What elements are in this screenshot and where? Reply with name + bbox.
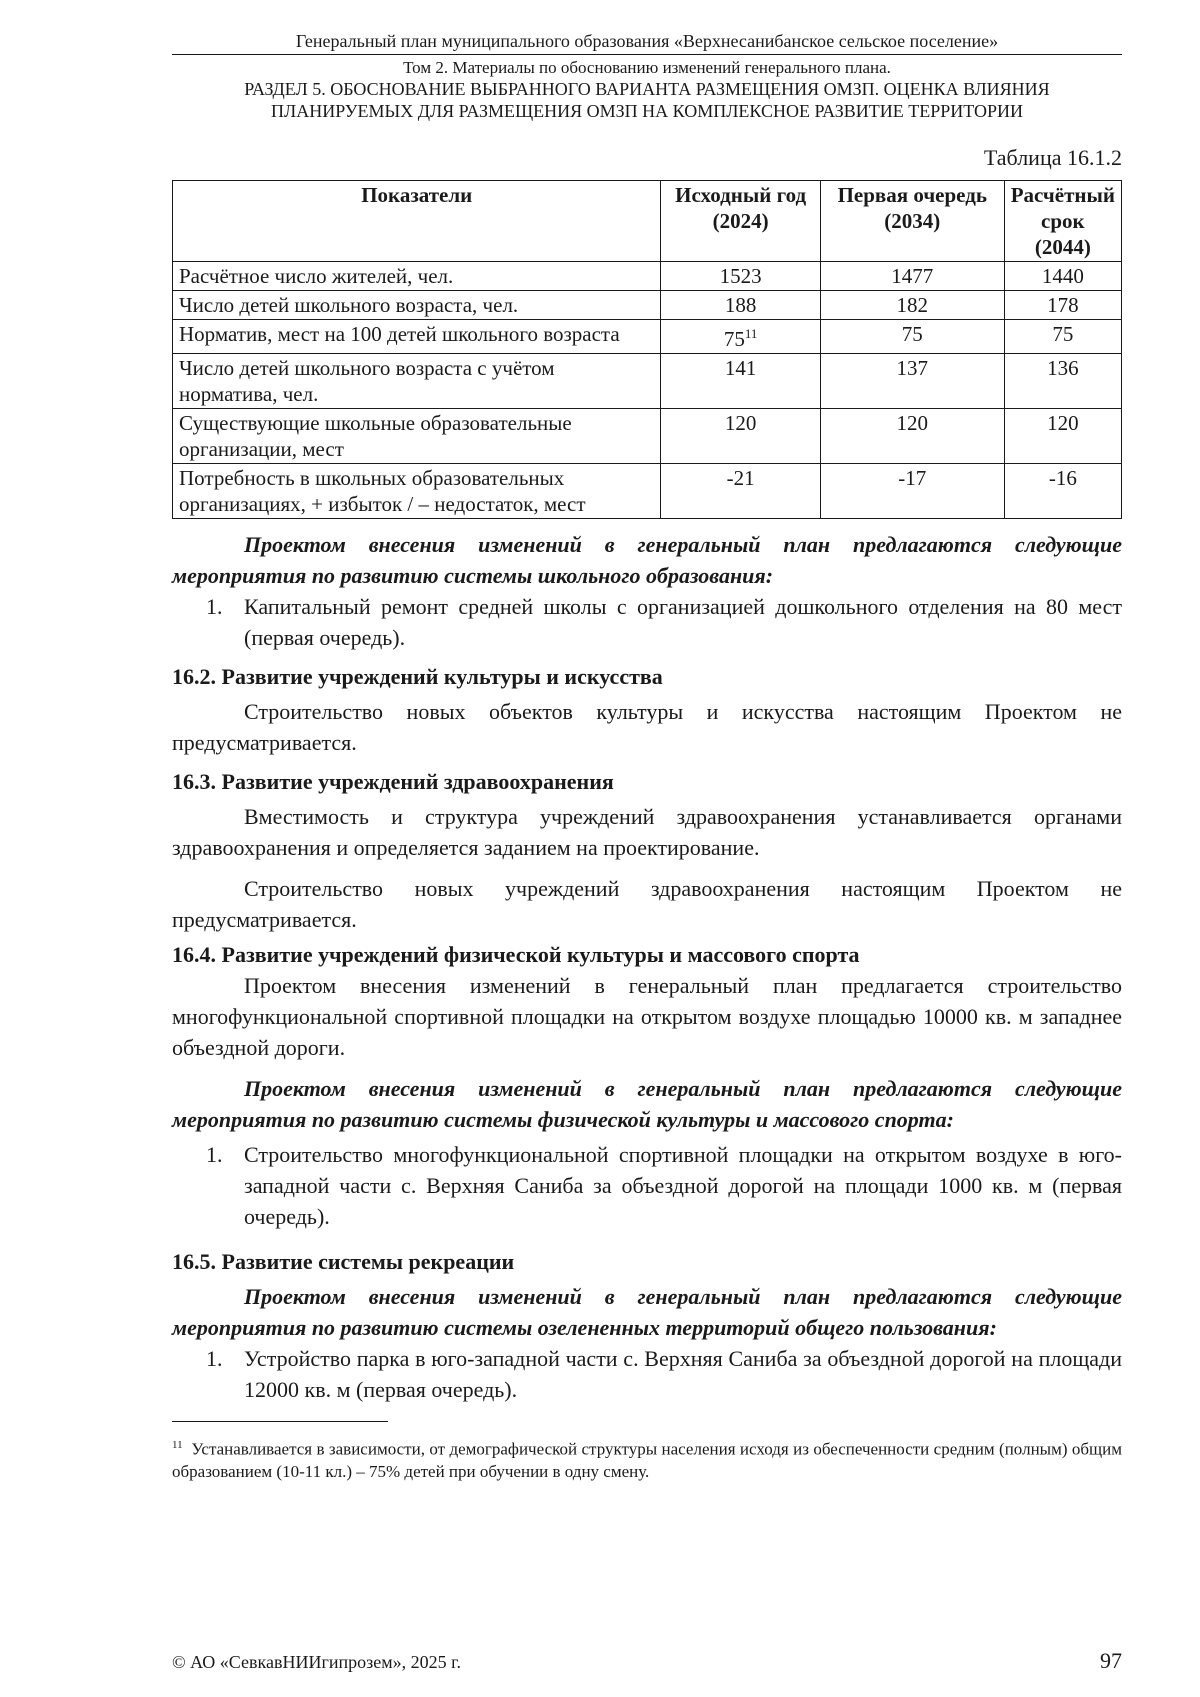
- footnote: [172, 1434, 1122, 1483]
- page-footer: [172, 1648, 1122, 1674]
- column-header: Первая очередь (2034): [820, 181, 1004, 262]
- section-heading-16-3: 16.3. Развитие учреждений здравоохранения: [172, 769, 614, 794]
- column-header: Расчётный срок (2044): [1004, 181, 1121, 262]
- list-item: [172, 1139, 1122, 1232]
- cell-value: 137: [820, 354, 1004, 409]
- list-number: 1.: [206, 1346, 223, 1371]
- paragraph: Проектом внесения изменений в генеральный план предлагается строительство многофункциональной спортивной площадки на открытом воздухе площадью 10000 кв. м западнее объездной дороги.: [172, 973, 1122, 1060]
- list-number: 1.: [206, 1142, 223, 1167]
- row-label: Потребность в школьных образовательных организациях, + избыток / – недостаток, мест: [173, 464, 661, 519]
- table-header-row: [173, 181, 1122, 262]
- row-label: Норматив, мест на 100 детей школьного возраста: [173, 320, 661, 354]
- footnote-text: Устанавливается в зависимости, от демографической структуры населения исходя из обеспеченности средним (полным) общим образованием (10-11 кл.) – 75% детей при обучении в одну смену.: [172, 1439, 1123, 1481]
- running-header-volume: Том 2. Материалы по обоснованию изменений генерального плана.: [403, 58, 891, 77]
- running-header-section-line2: ПЛАНИРУЕМЫХ ДЛЯ РАЗМЕЩЕНИЯ ОМЗП НА КОМПЛЕКСНОЕ РАЗВИТИЕ ТЕРРИТОРИИ: [270, 101, 1024, 121]
- cell-value: 141: [661, 354, 820, 409]
- recreation-measures-intro: Проектом внесения изменений в генеральный план предлагаются следующие мероприятия по развитию системы озелененных территорий общего пользования:: [172, 1284, 1122, 1340]
- list-item: [172, 591, 1122, 653]
- table-row: [173, 262, 1122, 291]
- cell-value: -16: [1004, 464, 1121, 519]
- row-label: Расчётное число жителей, чел.: [173, 262, 661, 291]
- table-caption: Таблица 16.1.2: [983, 145, 1122, 170]
- paragraph: Строительство новых учреждений здравоохранения настоящим Проектом не предусматривается.: [172, 876, 1122, 932]
- cell-value: 75: [820, 320, 1004, 354]
- header-divider: [172, 54, 1122, 55]
- cell-value: 1523: [661, 262, 820, 291]
- section-heading-16-4: 16.4. Развитие учреждений физической культуры и массового спорта: [172, 942, 860, 967]
- cell-value: 120: [1004, 409, 1121, 464]
- page-number: 97: [1100, 1648, 1122, 1673]
- running-header-title: Генеральный план муниципального образования «Верхнесанибанское сельское поселение»: [295, 31, 999, 51]
- row-label: Существующие школьные образовательные организации, мест: [173, 409, 661, 464]
- copyright: © АО «СевкавНИИгипрозем», 2025 г.: [172, 1652, 461, 1672]
- footnote-reference[interactable]: 11: [744, 326, 758, 341]
- cell-value: -17: [820, 464, 1004, 519]
- cell-value: 120: [820, 409, 1004, 464]
- document-page: [172, 30, 1122, 1483]
- section-heading-16-2: 16.2. Развитие учреждений культуры и искусства: [172, 664, 663, 689]
- cell-value: [661, 320, 820, 354]
- cell-value: 136: [1004, 354, 1121, 409]
- list-item: [172, 1343, 1122, 1405]
- cell-value: 75: [1004, 320, 1121, 354]
- row-label: Число детей школьного возраста, чел.: [173, 291, 661, 320]
- table-row: [173, 464, 1122, 519]
- table-row: [173, 409, 1122, 464]
- row-label: Число детей школьного возраста с учётом норматива, чел.: [173, 354, 661, 409]
- cell-value: 1440: [1004, 262, 1121, 291]
- column-header: Исходный год (2024): [661, 181, 820, 262]
- list-item-text: Устройство парка в юго-западной части с. Верхняя Саниба за объездной дорогой на площади 12000 кв. м (первая очередь).: [244, 1346, 1122, 1402]
- paragraph: Строительство новых объектов культуры и искусства настоящим Проектом не предусматривается.: [172, 699, 1122, 755]
- indicators-table: [172, 180, 1122, 519]
- cell-value: 1477: [820, 262, 1004, 291]
- cell-value: 188: [661, 291, 820, 320]
- school-measures-intro: Проектом внесения изменений в генеральный план предлагаются следующие мероприятия по развитию системы школьного образования:: [172, 532, 1122, 588]
- table-row: [173, 354, 1122, 409]
- paragraph: Вместимость и структура учреждений здравоохранения устанавливается органами здравоохранения и определяется заданием на проектирование.: [172, 804, 1122, 860]
- list-item-text: Капитальный ремонт средней школы с организацией дошкольного отделения на 80 мест (первая очередь).: [244, 594, 1122, 650]
- cell-value-main: 75: [723, 327, 745, 351]
- list-item-text: Строительство многофункциональной спортивной площадки на открытом воздухе в юго-западной части с. Верхняя Саниба за объездной дорогой на площади 1000 кв. м (первая очередь).: [244, 1142, 1122, 1229]
- table-row: [173, 291, 1122, 320]
- cell-value: 178: [1004, 291, 1121, 320]
- list-number: 1.: [206, 594, 223, 619]
- sport-measures-intro: Проектом внесения изменений в генеральный план предлагаются следующие мероприятия по развитию системы физической культуры и массового спорта:: [172, 1076, 1122, 1132]
- running-header-section-line1: РАЗДЕЛ 5. ОБОСНОВАНИЕ ВЫБРАННОГО ВАРИАНТА РАЗМЕЩЕНИЯ ОМЗП. ОЦЕНКА ВЛИЯНИЯ: [244, 79, 1050, 99]
- table-row: [173, 320, 1122, 354]
- cell-value: 182: [820, 291, 1004, 320]
- column-header: Показатели: [173, 181, 661, 262]
- section-heading-16-5: 16.5. Развитие системы рекреации: [172, 1249, 515, 1274]
- footnote-divider: [172, 1421, 388, 1422]
- cell-value: -21: [661, 464, 820, 519]
- footnote-mark: 11: [172, 1439, 183, 1451]
- cell-value: 120: [661, 409, 820, 464]
